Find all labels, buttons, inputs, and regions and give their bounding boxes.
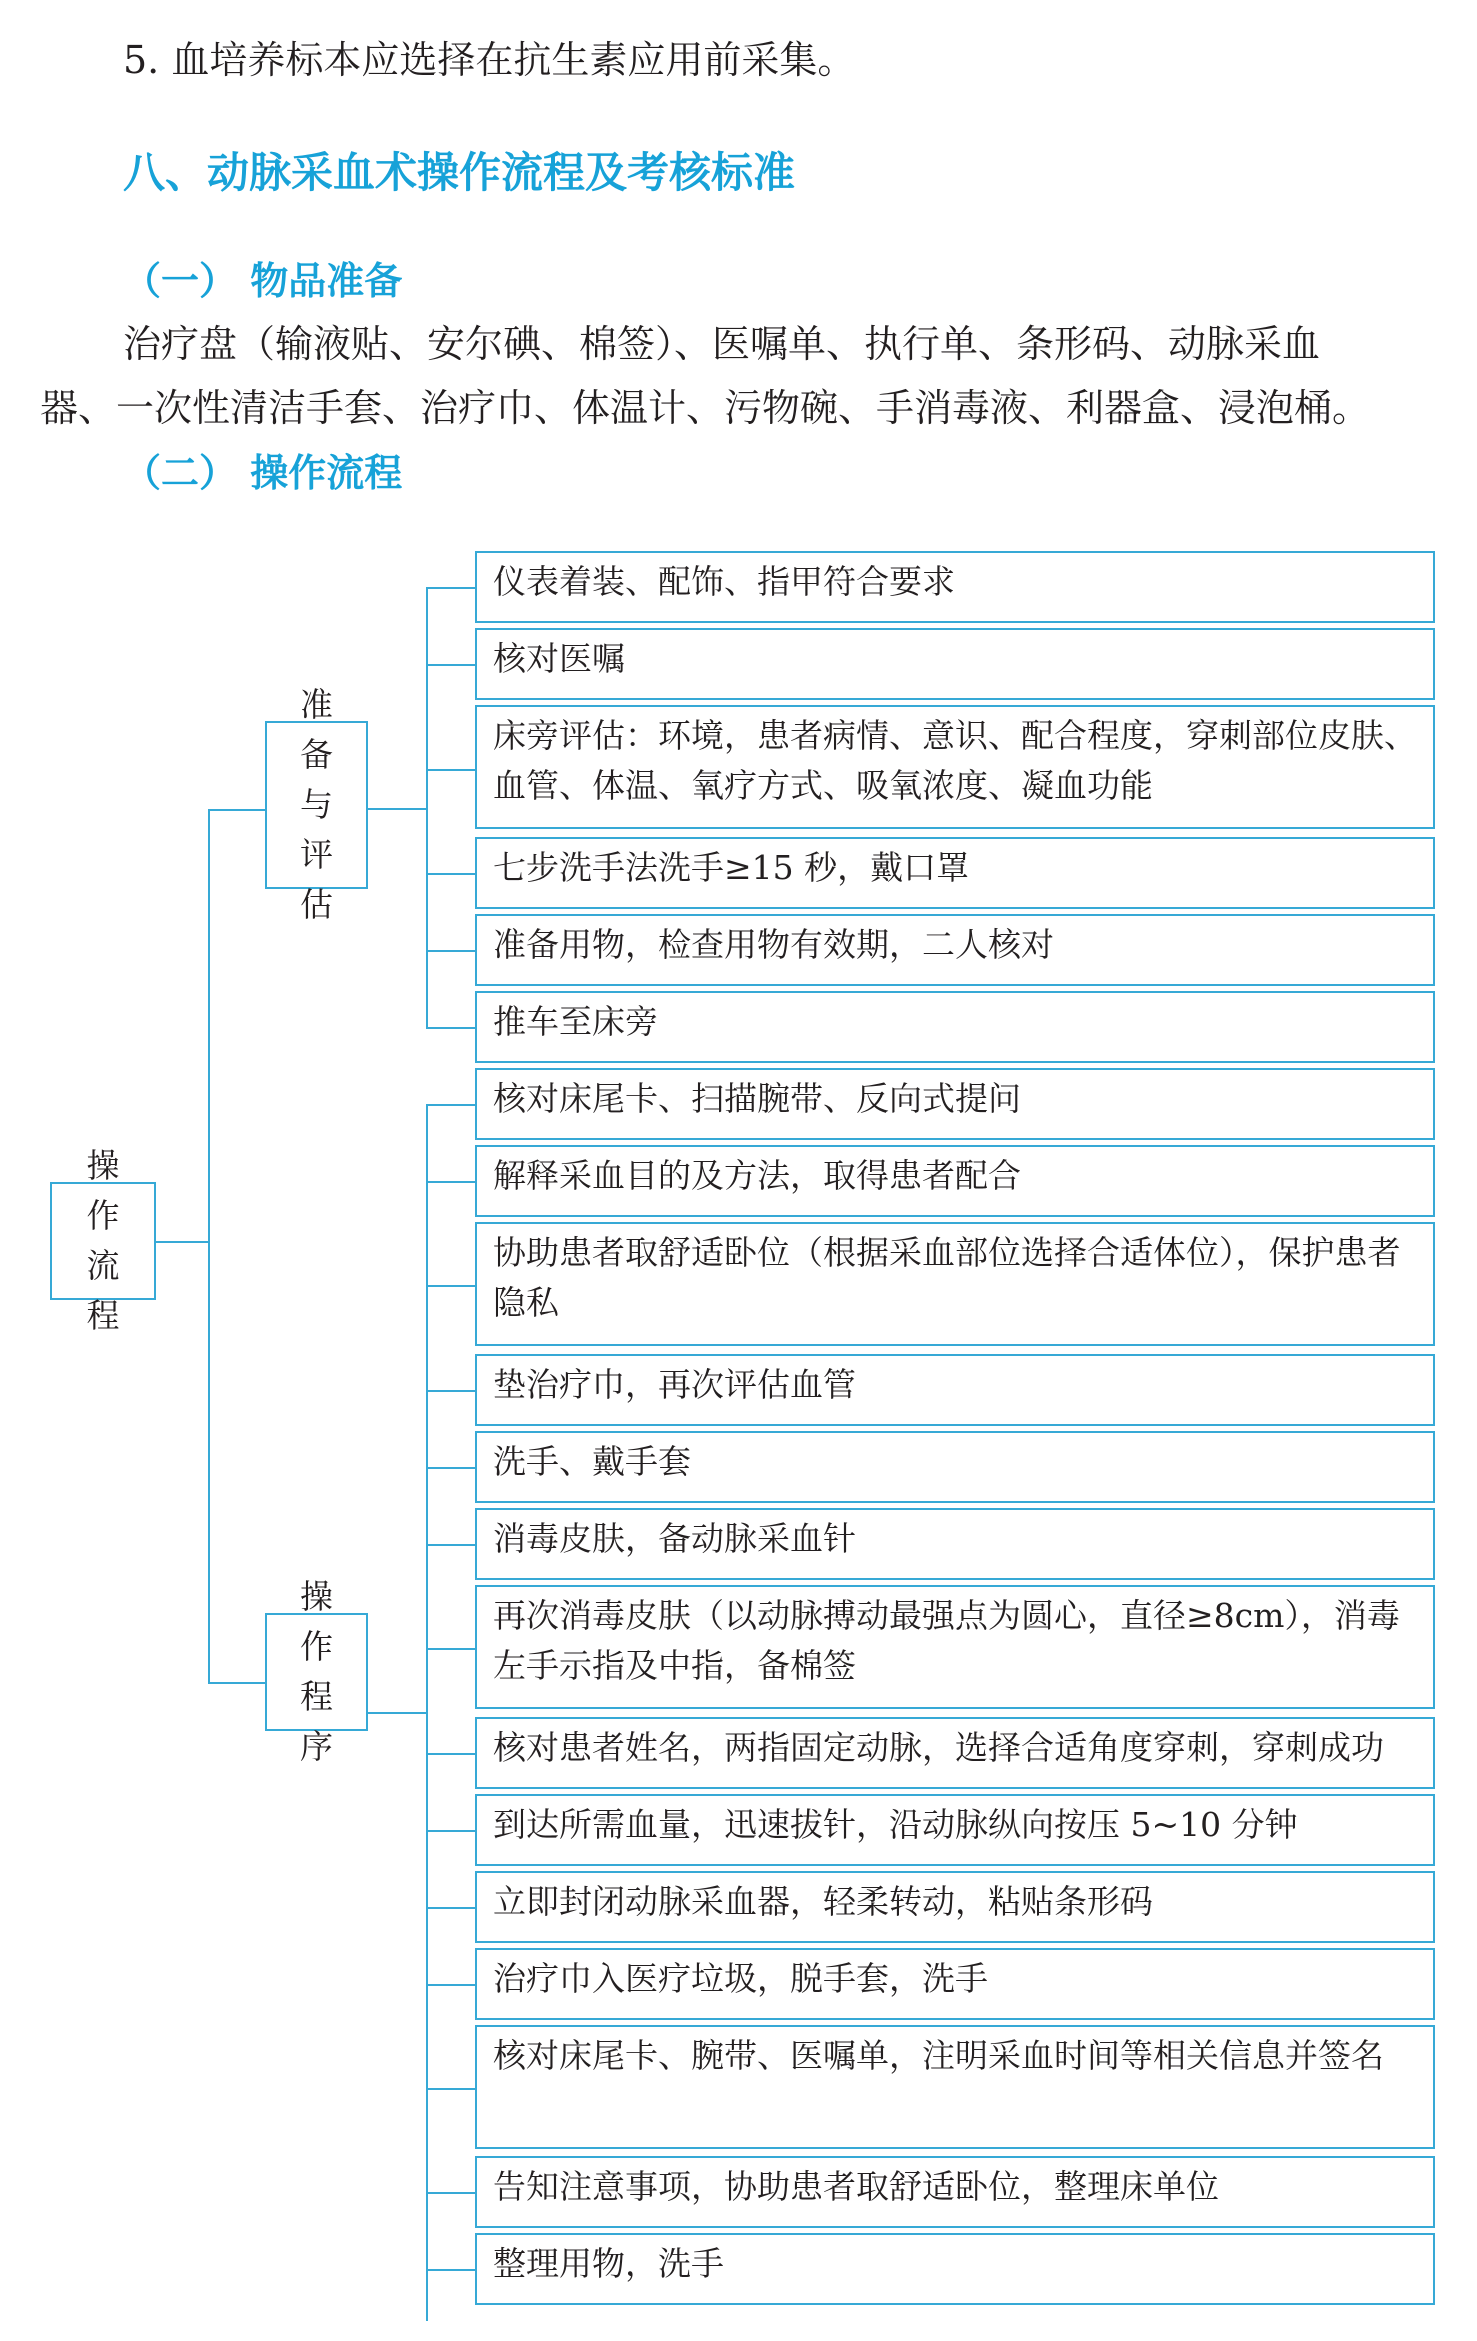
tick-prep-1: [426, 587, 475, 589]
proc-step-3-text: 协助患者取舒适卧位（根据采血部位选择合适体位），保护患者隐私: [493, 1233, 1401, 1322]
tick-proc-11: [426, 1984, 475, 1986]
tick-proc-4: [426, 1390, 475, 1392]
tick-proc-5: [426, 1467, 475, 1469]
connector-proc-out: [367, 1712, 426, 1714]
tick-prep-3: [426, 769, 475, 771]
proc-step-10-text: 立即封闭动脉采血器，轻柔转动，粘贴条形码: [493, 1882, 1153, 1921]
proc-step-7: [475, 1585, 1435, 1709]
tick-proc-3: [426, 1285, 475, 1287]
prep-category-box: [265, 685, 368, 924]
prep-step-1: [475, 551, 1435, 623]
tick-prep-6: [426, 1027, 475, 1029]
proc-step-5-text: 洗手、戴手套: [493, 1442, 691, 1481]
proc-step-11: [475, 1948, 1435, 2020]
prep-step-4: [475, 837, 1435, 909]
tick-proc-6: [426, 1544, 475, 1546]
proc-step-8: [475, 1717, 1435, 1789]
prep-step-2-text: 核对医嘱: [493, 639, 625, 678]
prep-step-3-text: 床旁评估：环境，患者病情、意识、配合程度，穿刺部位皮肤、血管、体温、氧疗方式、吸氧浓度、凝血功能: [493, 716, 1417, 805]
root-box: [50, 1146, 156, 1335]
proc-step-9-text: 到达所需血量，迅速拔针，沿动脉纵向按压 5~10 分钟: [493, 1805, 1298, 1844]
proc-step-5: [475, 1431, 1435, 1503]
tick-prep-4: [426, 873, 475, 875]
tick-proc-10: [426, 1907, 475, 1909]
proc-step-13: [475, 2156, 1435, 2228]
proc-step-2-text: 解释采血目的及方法，取得患者配合: [493, 1156, 1021, 1195]
items-line-2: 器、一次性清洁手套、治疗巾、体温计、污物碗、手消毒液、利器盒、浸泡桶。: [40, 386, 1371, 430]
proc-step-6: [475, 1508, 1435, 1580]
tick-proc-13: [426, 2192, 475, 2194]
subsection-title-items: （一） 物品准备: [123, 259, 403, 303]
prep-step-6: [475, 991, 1435, 1063]
tick-proc-7: [426, 1648, 475, 1650]
proc-step-2: [475, 1145, 1435, 1217]
prep-step-5-text: 准备用物，检查用物有效期，二人核对: [493, 925, 1054, 964]
tick-prep-5: [426, 950, 475, 952]
connector-to-prep: [208, 809, 265, 811]
items-line-1: 治疗盘（输液贴、安尔碘、棉签）、医嘱单、执行单、条形码、动脉采血: [123, 322, 1321, 366]
prep-step-5: [475, 914, 1435, 986]
proc-step-9: [475, 1794, 1435, 1866]
connector-to-proc: [208, 1682, 265, 1684]
connector-prep-out: [367, 808, 426, 810]
proc-step-13-text: 告知注意事项，协助患者取舒适卧位，整理床单位: [493, 2167, 1219, 2206]
prep-category-label: 准备与评估: [300, 685, 333, 924]
tick-proc-8: [426, 1753, 475, 1755]
proc-step-6-text: 消毒皮肤，备动脉采血针: [493, 1519, 856, 1558]
proc-step-14: [475, 2233, 1435, 2305]
proc-step-1-text: 核对床尾卡、扫描腕带、反向式提问: [493, 1079, 1021, 1118]
tick-proc-14: [426, 2269, 475, 2271]
prep-step-1-text: 仪表着装、配饰、指甲符合要求: [493, 562, 955, 601]
prep-step-4-text: 七步洗手法洗手≥15 秒，戴口罩: [493, 848, 970, 887]
tick-proc-1: [426, 1104, 475, 1106]
proc-step-4-text: 垫治疗巾，再次评估血管: [493, 1365, 856, 1404]
intro-line: 5. 血培养标本应选择在抗生素应用前采集。: [123, 38, 856, 82]
connector-trunk: [208, 809, 210, 1683]
prep-step-6-text: 推车至床旁: [493, 1002, 658, 1041]
section-title: 八、动脉采血术操作流程及考核标准: [123, 148, 796, 197]
prep-step-3: [475, 705, 1435, 829]
subsection-title-flow: （二） 操作流程: [123, 451, 403, 495]
tick-proc-12: [426, 2088, 475, 2090]
proc-step-7-text: 再次消毒皮肤（以动脉搏动最强点为圆心，直径≥8cm），消毒左手示指及中指，备棉签: [493, 1596, 1400, 1685]
proc-step-3: [475, 1222, 1435, 1346]
tick-prep-2: [426, 664, 475, 666]
connector-root: [155, 1241, 208, 1243]
tick-proc-2: [426, 1181, 475, 1183]
proc-step-14-text: 整理用物，洗手: [493, 2244, 724, 2283]
proc-step-4: [475, 1354, 1435, 1426]
proc-step-12: [475, 2025, 1435, 2149]
connector-prep-bracket: [426, 587, 428, 1028]
prep-step-2: [475, 628, 1435, 700]
tick-proc-9: [426, 1830, 475, 1832]
proc-category-label: 操作程序: [300, 1577, 333, 1766]
proc-step-10: [475, 1871, 1435, 1943]
root-label: 操作流程: [86, 1146, 120, 1335]
proc-step-8-text: 核对患者姓名，两指固定动脉，选择合适角度穿刺，穿刺成功: [493, 1728, 1384, 1767]
proc-step-12-text: 核对床尾卡、腕带、医嘱单，注明采血时间等相关信息并签名: [493, 2036, 1384, 2075]
proc-category-box: [265, 1577, 368, 1766]
proc-step-11-text: 治疗巾入医疗垃圾，脱手套，洗手: [493, 1959, 988, 1998]
proc-step-1: [475, 1068, 1435, 1140]
